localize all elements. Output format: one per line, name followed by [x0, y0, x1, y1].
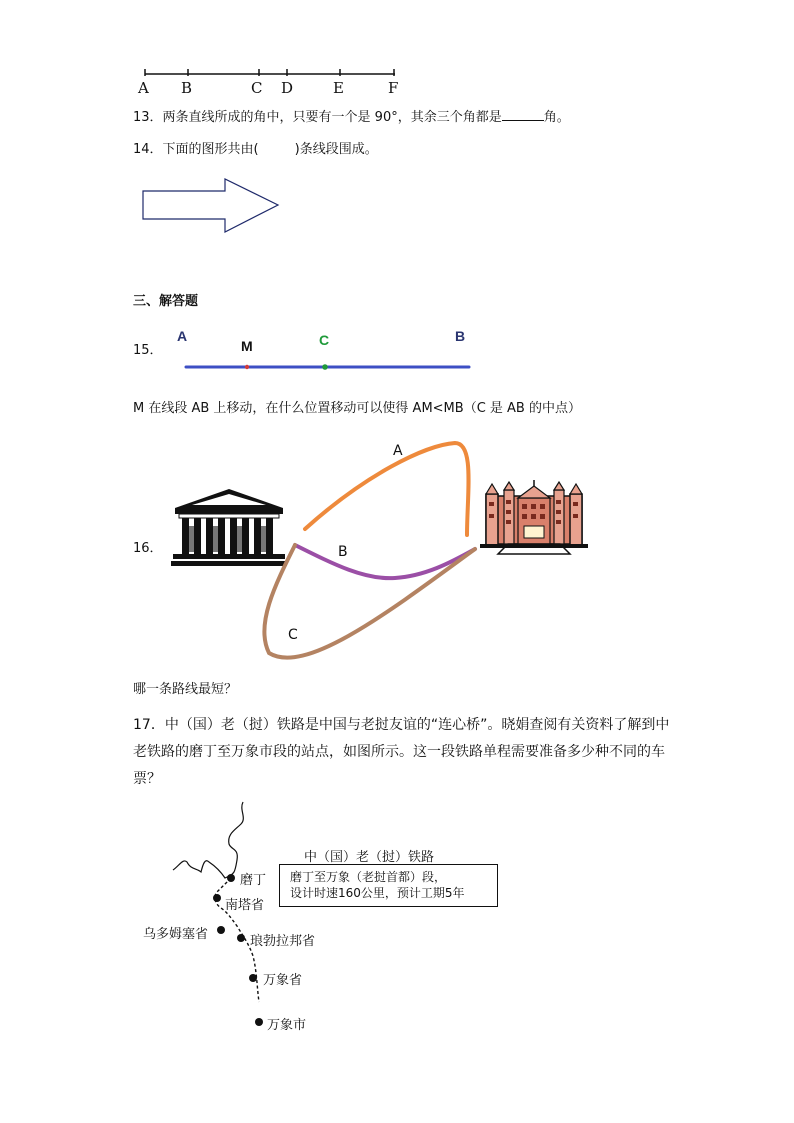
question-13-text: 两条直线所成的角中，只要有一个是 90°，其余三个角都是 [162, 110, 502, 125]
question-13-suffix: 角。 [543, 110, 570, 125]
question-16-text: 哪一条路线最短？ [133, 682, 238, 697]
station-nanta: 南塔省 [225, 898, 265, 913]
question-14-text: 下面的图形共由( [162, 142, 259, 157]
point-label-d: D [281, 79, 294, 97]
station-moding: 磨丁 [240, 873, 267, 888]
question-13 [133, 108, 570, 127]
point-label-b: B [181, 79, 193, 97]
segment-label-c: C [319, 332, 330, 348]
question-14 [133, 141, 378, 159]
map-info-line-1: 磨丁至万象（老挝首都）段， [290, 870, 447, 884]
question-17-line-2: 老铁路的磨丁至万象市段的站点，如图所示。这一段铁路单程需要准备多少种不同的车 [133, 744, 665, 760]
route-label-a: A [393, 443, 403, 459]
answer-blank-13[interactable] [502, 108, 544, 121]
route-a-path [305, 443, 469, 535]
map-info-box [279, 864, 498, 907]
point-label-f: F [388, 79, 399, 97]
section-title: 三、解答题 [133, 294, 199, 309]
map-title: 中（国）老（挝）铁路 [304, 850, 435, 865]
station-wanxiangshi: 万象市 [267, 1018, 307, 1033]
question-14-number: 14． [133, 142, 163, 157]
point-label-c: C [251, 79, 263, 97]
segment-label-a: A [177, 328, 188, 344]
station-wanxiangsheng: 万象省 [263, 973, 303, 988]
route-label-b: B [338, 544, 348, 560]
question-17-line-1: 17．中（国）老（挝）铁路是中国与老挝友谊的“连心桥”。晓娟查阅有关资料了解到中 [133, 717, 670, 733]
station-wuduomusai: 乌多姆塞省 [143, 927, 209, 942]
segment-label-m: M [241, 338, 253, 354]
arrow-shape-figure [140, 176, 285, 236]
route-b-path [295, 545, 475, 578]
question-15-number: 15． [133, 343, 163, 358]
question-16-number: 16． [133, 541, 163, 556]
route-label-c: C [288, 627, 298, 643]
segment-ab-figure [180, 360, 475, 374]
point-label-e: E [333, 79, 344, 97]
segment-label-b: B [455, 328, 466, 344]
railway-map-figure [165, 800, 285, 1030]
station-langbolabang: 琅勃拉邦省 [250, 934, 316, 949]
question-17 [133, 712, 669, 793]
question-17-line-3: 票？ [133, 771, 161, 787]
point-label-a: A [138, 79, 149, 97]
map-info-line-2: 设计时速160公里，预计工期5年 [290, 886, 465, 900]
point-line-figure [130, 64, 420, 100]
question-13-number: 13． [133, 110, 163, 125]
question-14-suffix: )条线段围成。 [294, 142, 378, 157]
school-building-icon [478, 480, 590, 560]
border-line [173, 802, 243, 878]
question-15-text: M 在线段 AB 上移动，在什么位置移动可以使得 AM<MB（C 是 AB 的中点） [133, 401, 581, 416]
